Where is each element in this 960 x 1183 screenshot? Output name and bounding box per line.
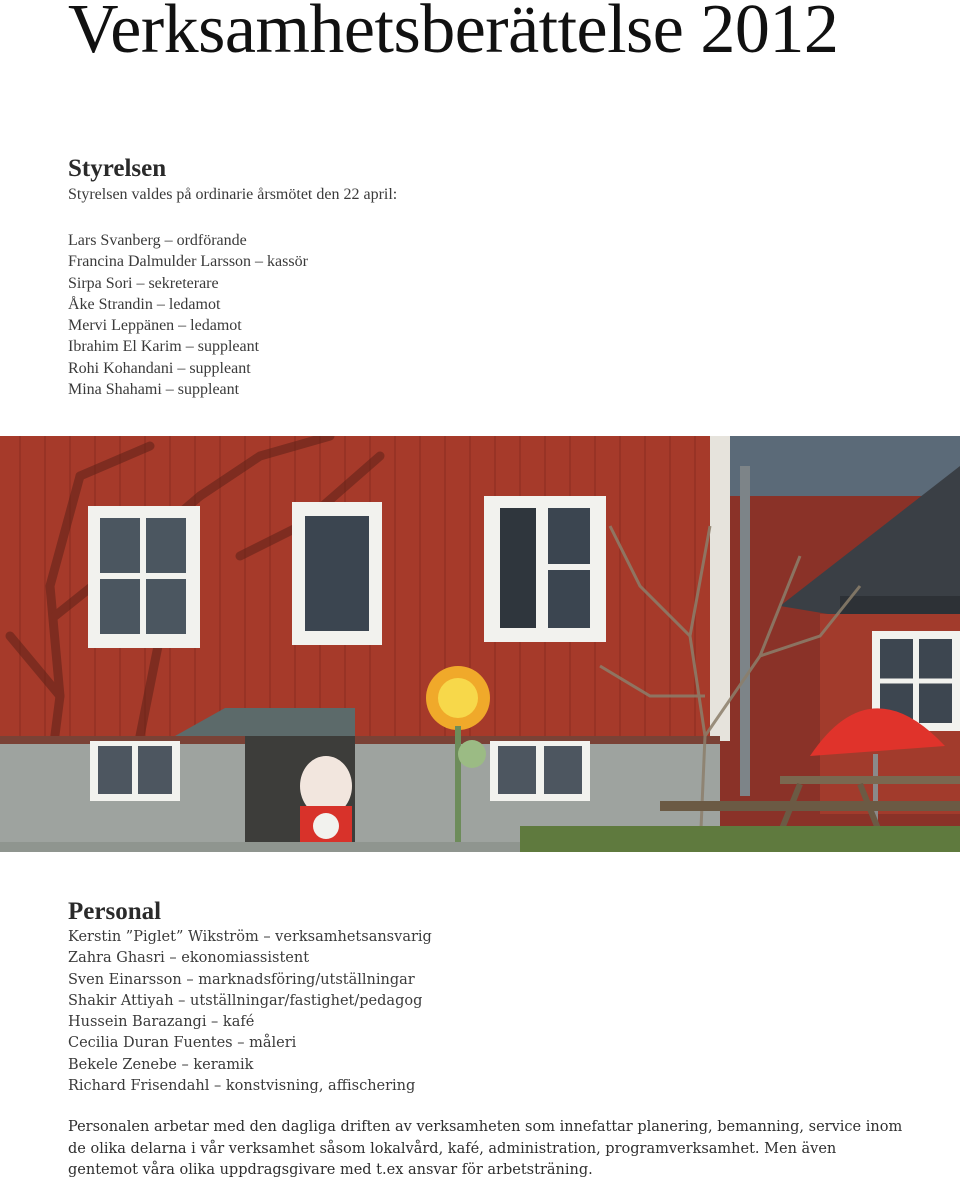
staff-member: Sven Einarsson – marknadsföring/utställningar xyxy=(68,971,415,988)
staff-member: Bekele Zenebe – keramik xyxy=(68,1056,254,1073)
board-member: Francina Dalmulder Larsson – kassör xyxy=(68,253,308,271)
board-member: Mervi Leppänen – ledamot xyxy=(68,317,242,335)
staff-member: Richard Frisendahl – konstvisning, affischering xyxy=(68,1078,416,1095)
board-member: Åke Strandin – ledamot xyxy=(68,295,221,313)
board-member: Sirpa Sori – sekreterare xyxy=(68,274,219,292)
styrelsen-heading: Styrelsen xyxy=(68,155,167,182)
staff-member: Cecilia Duran Fuentes – måleri xyxy=(68,1035,297,1052)
board-member: Rohi Kohandani – suppleant xyxy=(68,359,251,377)
board-member: Ibrahim El Karim – suppleant xyxy=(68,338,260,356)
staff-list xyxy=(68,927,432,1097)
personal-description: Personalen arbetar med den dagliga driften av verksamheten som innefattar planering, bemanning, service inom de olika delarna i vår verksamhet såsom lokalvård, kafé, administration, programverksamhet. Men även gentemot våra olika uppdragsgivare med t.ex ansvar för arbetsträning. xyxy=(68,1119,903,1178)
staff-member: Shakir Attiyah – utställningar/fastighet/pedagog xyxy=(68,992,423,1009)
staff-member: Hussein Barazangi – kafé xyxy=(68,1014,255,1031)
board-member: Lars Svanberg – ordförande xyxy=(68,232,247,249)
styrelsen-intro: Styrelsen valdes på ordinarie årsmötet den 22 april: xyxy=(68,186,398,203)
board-member: Mina Shahami – suppleant xyxy=(68,381,240,399)
board-member-list xyxy=(68,230,308,400)
house-photo xyxy=(0,436,960,852)
personal-heading: Personal xyxy=(68,898,162,925)
document-title: Verksamhetsberättelse 2012 xyxy=(68,0,839,68)
staff-member: Zahra Ghasri – ekonomiassistent xyxy=(68,950,310,967)
staff-member: Kerstin ”Piglet” Wikström – verksamhetsansvarig xyxy=(68,929,432,945)
